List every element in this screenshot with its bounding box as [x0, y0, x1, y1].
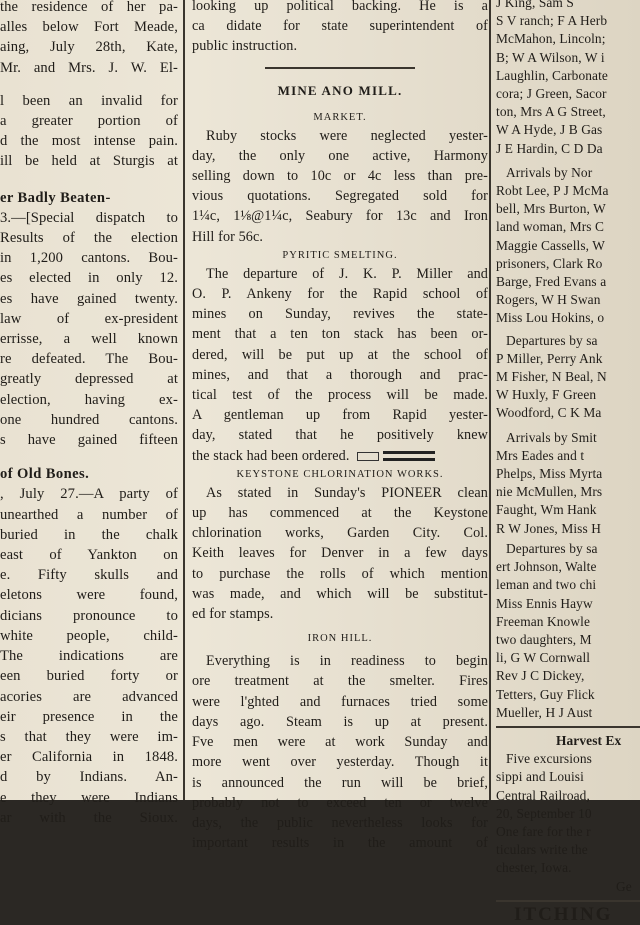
- text-line: Ge: [616, 878, 632, 894]
- text-line: sippi and Louisi: [496, 769, 584, 785]
- text-line: s have gained fifteen: [0, 432, 178, 449]
- text-line: Mr. and Mrs. J. W. El-: [0, 59, 178, 76]
- text-line: Ruby stocks were neglected yester-: [206, 127, 488, 144]
- text-line: looking up political backing. He is a: [192, 0, 488, 14]
- text-line: to purchase the rolls of which mention: [192, 565, 488, 582]
- text-line: important results in the amount of: [192, 835, 488, 852]
- text-line: Rev J C Dickey,: [496, 668, 585, 684]
- headline-itching: ITCHING: [514, 903, 613, 925]
- text-line: mines on Sunday, revives the state-: [192, 306, 488, 323]
- text-line: B; W A Wilson, W i: [496, 49, 605, 65]
- text-line: Woodford, C K Ma: [496, 405, 602, 421]
- text-line: in 1,200 cantons. Bou-: [0, 250, 178, 267]
- text-line: was made, and which will be substitut-: [192, 585, 488, 602]
- text-line: [192, 446, 488, 466]
- text-line: chlorination works, Garden City. Col.: [192, 525, 488, 542]
- text-line: Barge, Fred Evans a: [496, 274, 607, 290]
- text-line: Five excursions: [506, 751, 592, 767]
- subhead-iron-hill: IRON HILL.: [307, 633, 373, 645]
- text-line: land woman, Mrs C: [496, 219, 605, 235]
- text-line: mines, and that a thorough and prac-: [192, 366, 488, 383]
- text-line: A gentleman up from Rapid yester-: [192, 407, 488, 424]
- text-line: een buried forty or: [0, 668, 178, 685]
- text-line: two daughters, M: [496, 631, 592, 647]
- text-line: up has commenced at the Keystone: [192, 505, 488, 522]
- text-line: Mueller, H J Aust: [496, 704, 593, 720]
- subhead-keystone: KEYSTONE CHLORINATION WORKS.: [236, 468, 444, 480]
- text-line: errisse, a well known: [0, 331, 178, 348]
- text-line: ca didate for state superintendent of: [192, 18, 488, 35]
- text-line: M Fisher, N Beal, N: [496, 369, 607, 385]
- text-line: McMahon, Lincoln;: [496, 31, 606, 47]
- text-line: is announced the run will be brief,: [192, 774, 488, 791]
- text-line: Mrs Eades and t: [496, 447, 585, 463]
- text-line: chester, Iowa.: [496, 860, 572, 876]
- text-line: dered, will be put up at the school of: [192, 346, 488, 363]
- text-line: The departure of J. K. P. Miller and: [206, 265, 488, 282]
- text-line: Miss Lou Hokins, o: [496, 310, 605, 326]
- subhead-market: MARKET.: [313, 111, 367, 123]
- text-line: a greater portion of: [0, 113, 178, 130]
- left-column: [0, 0, 178, 826]
- text-line: days ago. Steam is up at present.: [192, 713, 488, 730]
- text-line: cora; J Green, Sacor: [496, 86, 607, 102]
- text-line: d by Indians. An-: [0, 769, 178, 786]
- text-line: J E Hardin, C D Da: [496, 140, 603, 156]
- text-line: The indications are: [0, 648, 178, 665]
- column-rule-left: [183, 0, 185, 800]
- text-line: days, the public nevertheless looks for: [192, 814, 488, 831]
- text-line: ill be held at Sturgis at: [0, 153, 178, 170]
- text-line: Phelps, Miss Myrta: [496, 466, 603, 482]
- text-line: W A Hyde, J B Gas: [496, 122, 603, 138]
- text-line: J King, Sam S: [496, 0, 574, 10]
- text-line: Central Railroad,: [496, 787, 590, 803]
- text-fragment: the stack had been ordered.: [192, 447, 350, 464]
- headline-old-bones: of Old Bones.: [0, 466, 90, 483]
- text-line: Faught, Wm Hank: [496, 502, 597, 518]
- text-line: e. Fifty skulls and: [0, 567, 178, 584]
- text-line: eletons were found,: [0, 587, 178, 604]
- text-line: aing, July 28th, Kate,: [0, 39, 178, 56]
- text-line: vious quotations. Segregated sold for: [192, 188, 488, 205]
- headline-harvest: Harvest Ex: [556, 732, 622, 748]
- middle-column: [192, 0, 488, 852]
- text-line: li, G W Cornwall: [496, 650, 591, 666]
- text-line: s that they were im-: [0, 728, 178, 745]
- text-line: d the most intense pain.: [0, 133, 178, 150]
- text-line: l been an invalid for: [0, 92, 178, 109]
- text-line: , July 27.—A party of: [0, 486, 178, 503]
- text-line: ore treatment at the smelter. Fires: [192, 673, 488, 690]
- text-line: were l'ghted and furnaces tried some: [192, 693, 488, 710]
- text-line: Departures by sa: [506, 332, 598, 348]
- text-line: es have gained twenty.: [0, 290, 178, 307]
- text-line: east of Yankton on: [0, 547, 178, 564]
- text-line: the residence of her pa-: [0, 0, 178, 15]
- text-line: alles below Fort Meade,: [0, 19, 178, 36]
- text-line: day, the only one active, Harmony: [192, 147, 488, 164]
- text-line: election, having ex-: [0, 391, 178, 408]
- text-line: Departures by sa: [506, 540, 598, 556]
- text-line: dicians pronounce to: [0, 607, 178, 624]
- ornament-box: [357, 452, 379, 461]
- text-line: ert Johnson, Walte: [496, 559, 597, 575]
- text-line: Laughlin, Carbonate: [496, 67, 608, 83]
- text-line: e they were Indians: [0, 789, 178, 806]
- text-line: One fare for the r: [496, 823, 591, 839]
- text-line: leman and two chi: [496, 577, 597, 593]
- text-line: greatly depressed at: [0, 371, 178, 388]
- text-line: es elected in only 12.: [0, 270, 178, 287]
- text-line: prisoners, Clark Ro: [496, 255, 603, 271]
- text-line: ticulars write the: [496, 842, 588, 858]
- subhead-pyritic: PYRITIC SMELTING.: [282, 249, 398, 261]
- text-line: Tetters, Guy Flick: [496, 686, 595, 702]
- text-line: ton, Mrs A G Street,: [496, 104, 606, 120]
- text-line: Rogers, W H Swan: [496, 292, 601, 308]
- text-line: tical test of the process will be made.: [192, 387, 488, 404]
- section-title: MINE ANO MILL.: [277, 82, 403, 98]
- text-line: R W Jones, Miss H: [496, 520, 601, 536]
- section-divider: [265, 67, 415, 69]
- text-line: nie McMullen, Mrs: [496, 484, 603, 500]
- text-line: bell, Mrs Burton, W: [496, 201, 606, 217]
- text-line: er California in 1848.: [0, 749, 178, 766]
- text-line: Freeman Knowle: [496, 613, 590, 629]
- right-column: [496, 0, 640, 925]
- text-line: acories are advanced: [0, 688, 178, 705]
- text-line: O. P. Ankeny for the Rapid school of: [192, 286, 488, 303]
- divider: [496, 900, 640, 902]
- text-line: 1¼c, 1⅛@1¼c, Seabury for 13c and Iron: [192, 208, 488, 225]
- text-line: white people, child-: [0, 627, 178, 644]
- text-line: Results of the election: [0, 230, 178, 247]
- text-line: re defeated. The Bou-: [0, 351, 178, 368]
- text-line: Miss Ennis Hayw: [496, 595, 593, 611]
- text-line: ed for stamps.: [192, 606, 274, 623]
- text-line: eir presence in the: [0, 708, 178, 725]
- text-line: more went over yesterday. Though it: [192, 754, 488, 771]
- headline-badly-beaten: er Badly Beaten-: [0, 189, 111, 206]
- text-line: Maggie Cassells, W: [496, 237, 606, 253]
- text-line: 20, September 10: [496, 805, 592, 821]
- text-line: probably not to exceed ten or twelve: [192, 794, 488, 811]
- text-line: Fve men were at work Sunday and: [192, 734, 488, 751]
- text-line: law of ex-president: [0, 310, 178, 327]
- text-line: As stated in Sunday's PIONEER clean: [206, 484, 488, 501]
- text-line: Everything is in readiness to begin: [206, 653, 488, 670]
- text-line: selling down to 10c or 4c less than pre-: [192, 168, 488, 185]
- text-line: P Miller, Perry Ank: [496, 350, 603, 366]
- text-line: Arrivals by Nor: [506, 164, 593, 180]
- text-line: Keith leaves for Denver in a few days: [192, 545, 488, 562]
- text-line: S V ranch; F A Herb: [496, 13, 608, 29]
- column-rule-right: [489, 0, 491, 800]
- text-line: 3.—[Special dispatch to: [0, 209, 178, 226]
- ornament-double-rule: [383, 451, 435, 461]
- text-line: Hill for 56c.: [192, 228, 264, 245]
- text-line: Robt Lee, P J McMa: [496, 183, 609, 199]
- text-line: public instruction.: [192, 38, 298, 55]
- divider: [496, 726, 640, 728]
- text-line: Arrivals by Smit: [506, 429, 597, 445]
- text-line: one hundred cantons.: [0, 411, 178, 428]
- text-line: ment that a ten ton stack has been or-: [192, 326, 488, 343]
- text-line: W Huxly, F Green: [496, 387, 597, 403]
- text-line: buried in the chalk: [0, 526, 178, 543]
- text-line: day, stated that he positively knew: [192, 427, 488, 444]
- text-line: unearthed a number of: [0, 506, 178, 523]
- text-line: ar with the Sioux.: [0, 809, 178, 826]
